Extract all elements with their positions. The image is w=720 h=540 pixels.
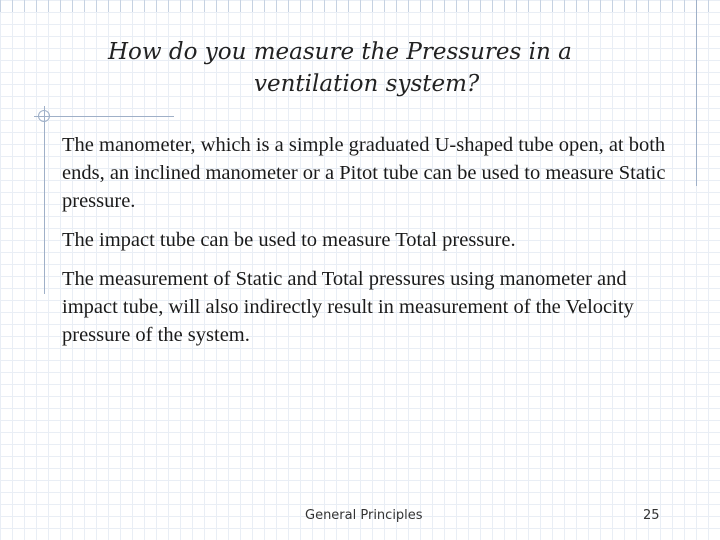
- top-rule-decoration: [0, 0, 720, 12]
- footer-text: General Principles: [305, 508, 423, 523]
- slide-title-line-2: ventilation system?: [254, 71, 480, 97]
- body-paragraph-manometer: The manometer, which is a simple graduated U-shaped tube open, at both ends, an inclined manometer or a Pitot tube can be used to measure Static pressure.: [62, 134, 666, 212]
- accent-circle-icon: [38, 110, 50, 122]
- slide-title: [100, 36, 580, 100]
- body-paragraph-measurement: The measurement of Static and Total pressures using manometer and impact tube, will also indirectly result in measurement of the Velocity pressure of the system.: [62, 268, 634, 346]
- accent-vertical-line: [44, 106, 45, 294]
- accent-right-line: [696, 0, 697, 186]
- body-paragraph-impact-tube: The impact tube can be used to measure Total pressure.: [62, 229, 516, 251]
- slide-title-line-1: How do you measure the Pressures in a: [108, 39, 572, 65]
- slide-body: [62, 131, 682, 360]
- page-number: 25: [643, 508, 660, 523]
- accent-horizontal-line: [34, 116, 174, 117]
